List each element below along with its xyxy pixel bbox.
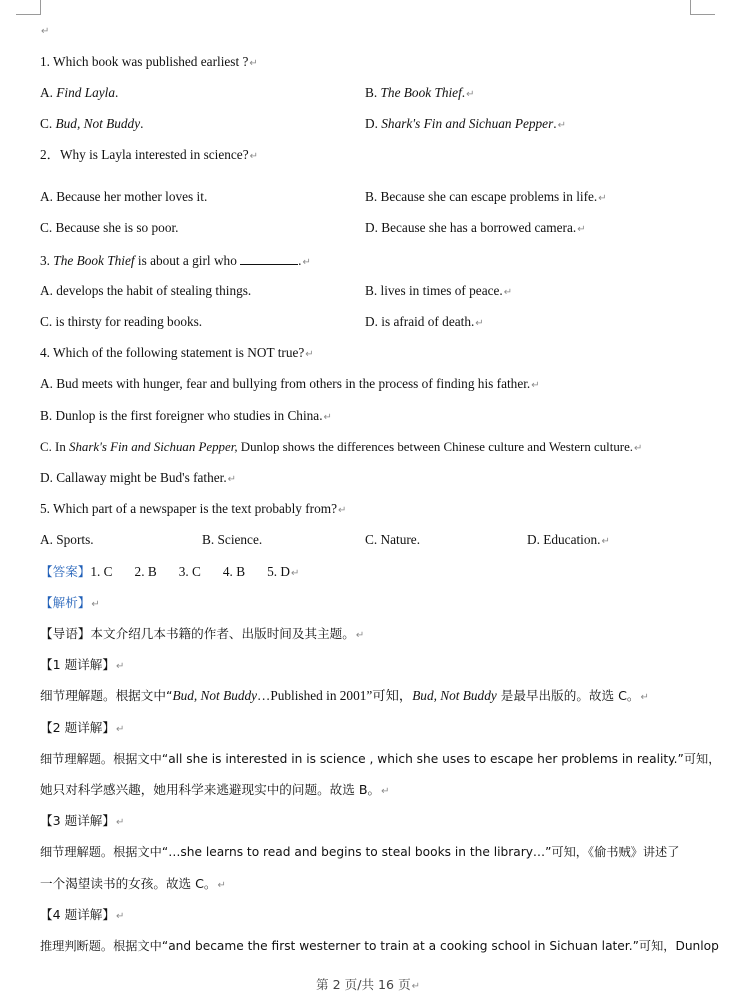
q4-option-d: D. Callaway might be Bud's father.↵ bbox=[40, 470, 237, 485]
detail-2-heading: 【2 题详解】↵ bbox=[40, 720, 125, 735]
q2-option-d: D. Because she has a borrowed camera.↵ bbox=[365, 220, 586, 235]
q5-option-d: D. Education.↵ bbox=[527, 532, 610, 547]
intro-line: 【导语】本文介绍几本书籍的作者、出版时间及其主题。↵ bbox=[40, 626, 365, 641]
q3-option-b: B. lives in times of peace.↵ bbox=[365, 283, 513, 298]
q4-stem: 4. Which of the following statement is NOT true?↵ bbox=[40, 345, 314, 360]
q3-stem: 3. The Book Thief is about a girl who .↵ bbox=[40, 253, 311, 268]
q1-option-d: D. Shark's Fin and Sichuan Pepper.↵ bbox=[365, 116, 566, 131]
q4-option-c: C. In Shark's Fin and Sichuan Pepper, Dunlop shows the differences between Chinese culture and Western culture.↵ bbox=[40, 440, 643, 454]
q2-option-b: B. Because she can escape problems in life.↵ bbox=[365, 189, 607, 204]
answer-item: 2. B bbox=[134, 564, 157, 579]
answer-blank bbox=[240, 252, 298, 265]
detail-2-text-1: 细节理解题。根据文中“all she is interested in is science , which she uses to escape her problems in reality.”可知， bbox=[40, 752, 721, 766]
detail-4-text-1: 推理判断题。根据文中“and became the first westerner to train at a cooking school in Sichuan later.”可知，Dunlop bbox=[40, 939, 719, 953]
empty-paragraph: ↵ bbox=[41, 26, 50, 37]
q3-option-d: D. is afraid of death.↵ bbox=[365, 314, 484, 329]
q3-option-a: A. develops the habit of stealing things. bbox=[40, 283, 252, 298]
answer-item: 5. D bbox=[267, 564, 290, 579]
q5-option-a: A. Sports. bbox=[40, 532, 94, 547]
detail-2-text-2: 她只对科学感兴趣，她用科学来逃避现实中的问题。故选 B。↵ bbox=[40, 782, 390, 797]
q2-option-c: C. Because she is so poor. bbox=[40, 220, 179, 235]
q2-stem: 2．Why is Layla interested in science?↵ bbox=[40, 147, 258, 162]
page-footer: 第 2 页/共 16 页↵ bbox=[316, 977, 421, 992]
detail-1-text: 细节理解题。根据文中“Bud, Not Buddy…Published in 2001”可知，Bud, Not Buddy 是最早出版的。故选 C。↵ bbox=[40, 688, 649, 703]
detail-3-text-1: 细节理解题。根据文中“…she learns to read and begins to steal books in the library…”可知，《偷书贼》讲述了 bbox=[40, 845, 680, 859]
answer-line: 【答案】1. C 2. B 3. C 4. B 5. D↵ bbox=[40, 564, 300, 579]
crop-mark-top-right bbox=[690, 0, 715, 15]
detail-1-heading: 【1 题详解】↵ bbox=[40, 657, 125, 672]
q3-option-c: C. is thirsty for reading books. bbox=[40, 314, 203, 329]
answer-item: 3. C bbox=[178, 564, 201, 579]
detail-3-text-2: 一个渴望读书的女孩。故选 C。↵ bbox=[40, 876, 226, 891]
q2-option-a: A. Because her mother loves it. bbox=[40, 189, 208, 204]
q4-option-b: B. Dunlop is the first foreigner who studies in China.↵ bbox=[40, 408, 332, 423]
detail-3-heading: 【3 题详解】↵ bbox=[40, 813, 125, 828]
q1-stem: 1. Which book was published earliest ?↵ bbox=[40, 54, 258, 69]
detail-4-heading: 【4 题详解】↵ bbox=[40, 907, 125, 922]
q5-stem: 5. Which part of a newspaper is the text probably from?↵ bbox=[40, 501, 347, 516]
q1-option-a: A. Find Layla. bbox=[40, 85, 119, 100]
q1-option-b: B. The Book Thief.↵ bbox=[365, 85, 475, 100]
q1-option-c: C. Bud, Not Buddy. bbox=[40, 116, 144, 131]
answer-item: 4. B bbox=[222, 564, 246, 579]
q4-option-a: A. Bud meets with hunger, fear and bullying from others in the process of finding his father.↵ bbox=[40, 376, 540, 391]
crop-mark-top-left bbox=[16, 0, 41, 15]
q5-option-b: B. Science. bbox=[202, 532, 263, 547]
answer-item: 1. C bbox=[90, 564, 113, 579]
q5-option-c: C. Nature. bbox=[365, 532, 421, 547]
analysis-label: 【解析】↵ bbox=[40, 595, 100, 610]
answer-label: 【答案】 bbox=[40, 564, 91, 579]
